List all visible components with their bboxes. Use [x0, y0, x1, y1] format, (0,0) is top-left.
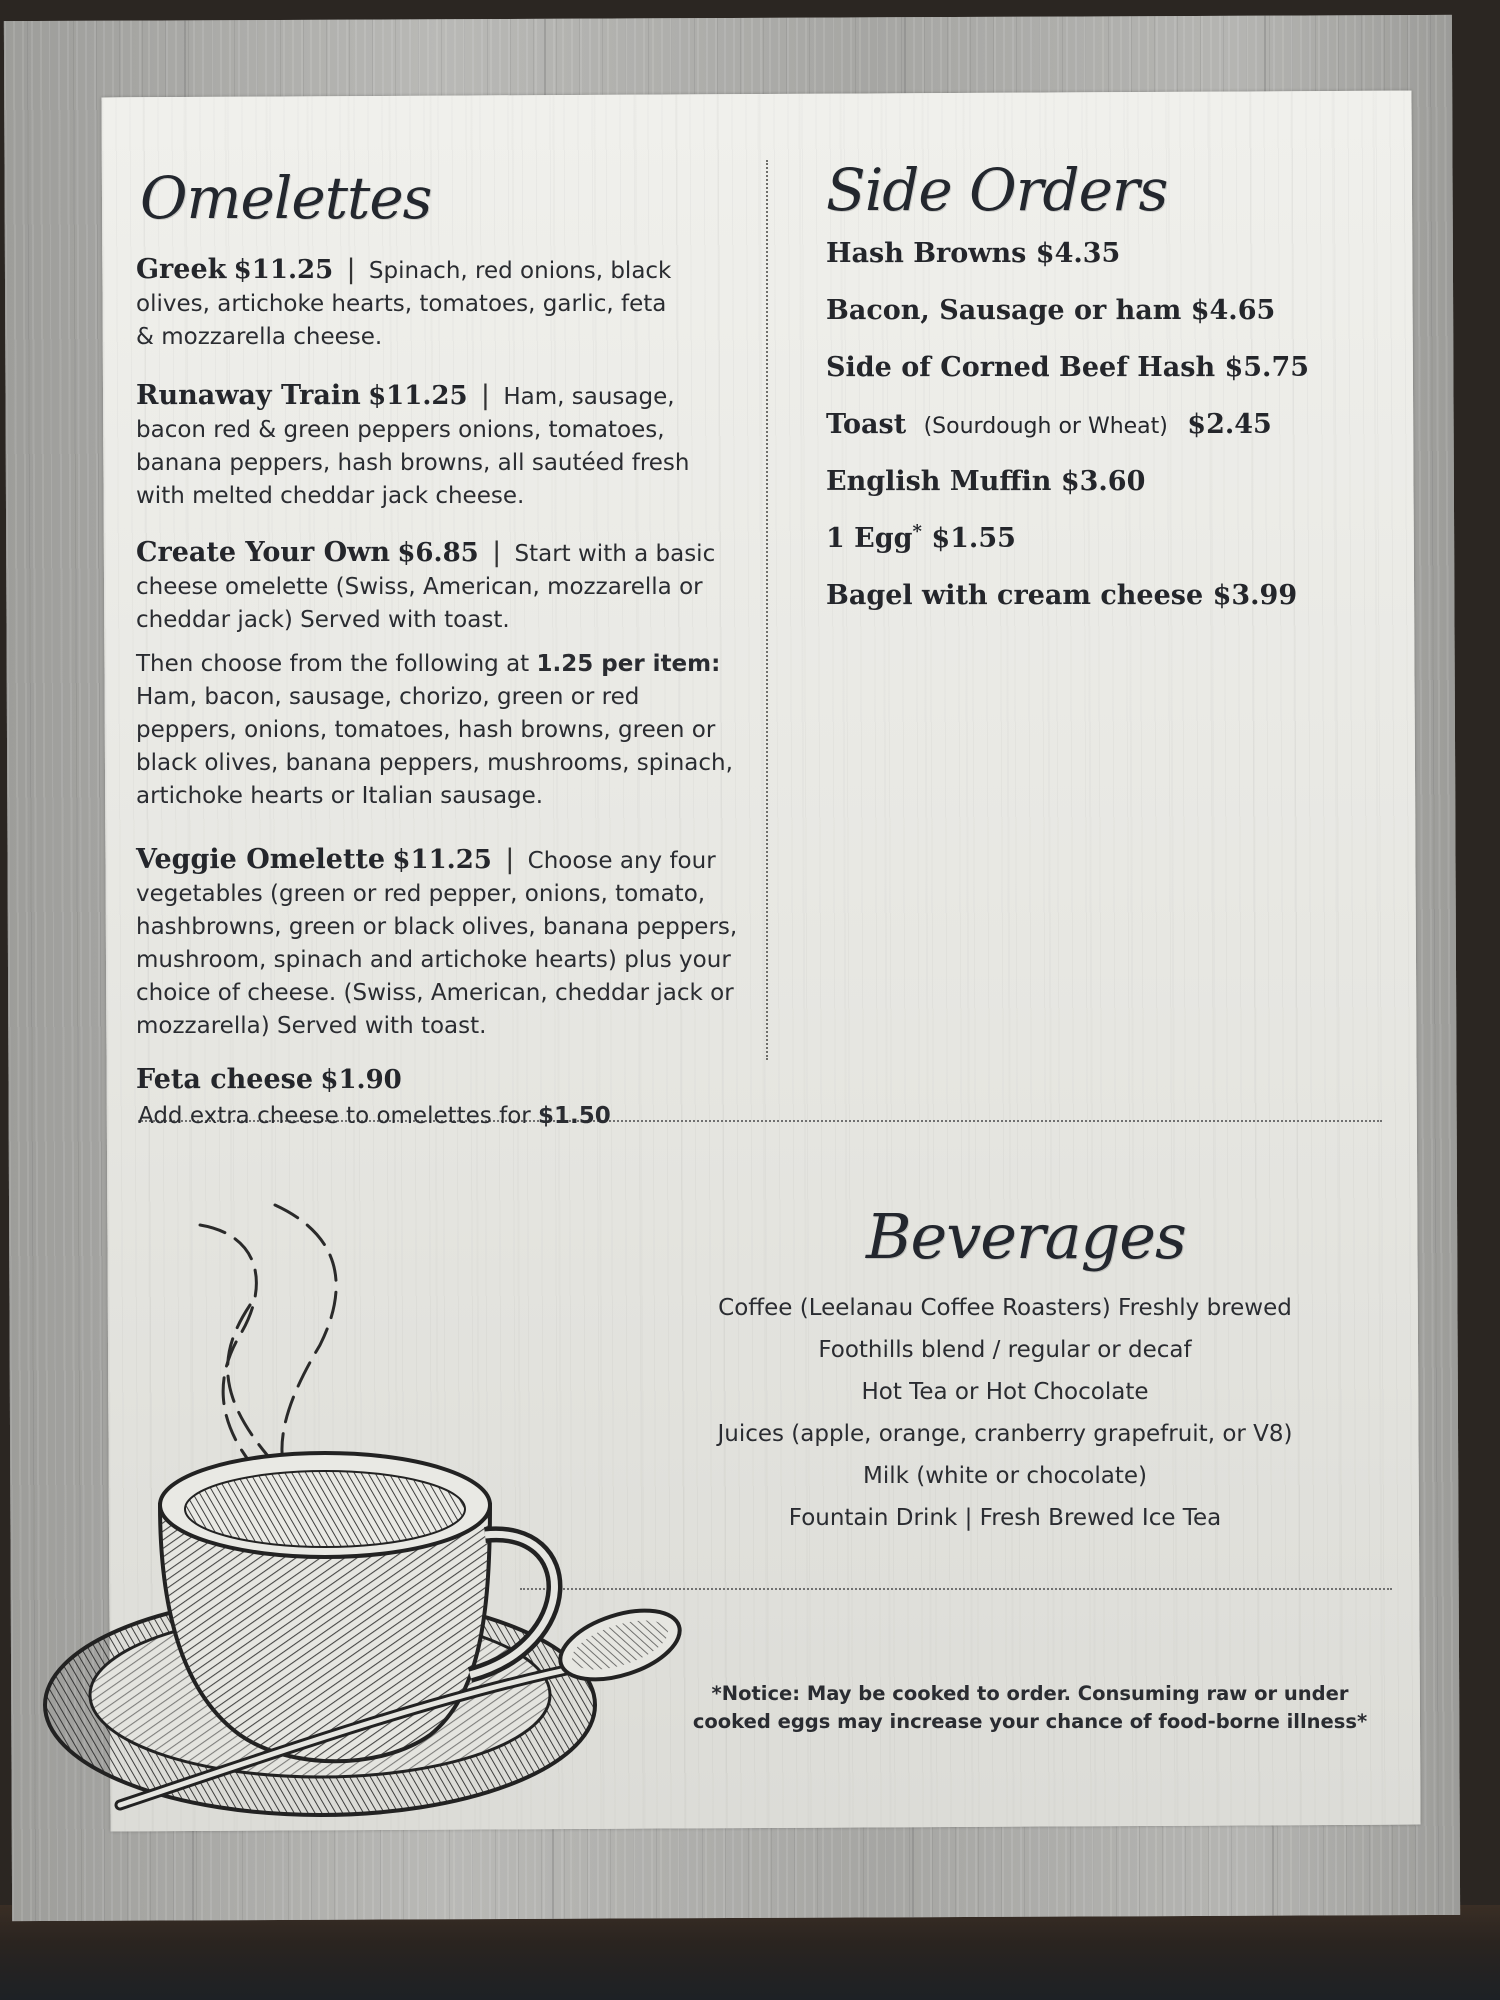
omelettes-title: Omelettes: [140, 164, 432, 232]
item-price: $1.90: [320, 1065, 402, 1095]
side-item-name: 1 Egg: [826, 523, 913, 554]
extra-cheese-text: Add extra cheese to omelettes for: [138, 1103, 531, 1129]
beverages-title: Beverages: [866, 1200, 1186, 1273]
beverage-item: Coffee (Leelanau Coffee Roasters) Freshly brewed: [718, 1295, 1292, 1321]
side-item-note: (Sourdough or Wheat): [923, 414, 1168, 439]
side-order-item: [826, 352, 1346, 409]
beverages-list: [700, 1295, 1310, 1547]
menu-item-create-your-own: [136, 536, 736, 637]
side-item-name: Toast: [826, 409, 907, 440]
item-name: Feta cheese: [136, 1064, 314, 1095]
extra-cheese-note: [138, 1100, 778, 1133]
menu-item-feta-cheese: [136, 1063, 736, 1098]
item-price: $11.25: [392, 845, 492, 875]
item-description: Choose any four vegetables (green or red pepper, onions, tomato, hashbrowns, green or black olives, banana peppers, mushroom, spinach and artichoke hearts) plus your choice of cheese. (Swiss, American, cheddar jack or mozzarella) Served with toast.: [136, 848, 738, 1039]
menu-item-runaway-train: [136, 379, 696, 513]
side-order-item: [826, 466, 1346, 523]
side-orders-title: Side Orders: [826, 156, 1168, 224]
beverage-item: Juices (apple, orange, cranberry grapefruit, or V8): [717, 1421, 1293, 1447]
beverage-item: Milk (white or chocolate): [863, 1463, 1147, 1489]
side-item-name: Side of Corned Beef Hash: [826, 352, 1216, 383]
separator: |: [480, 380, 491, 411]
item-name: Create Your Own: [136, 537, 391, 568]
beverage-item: Hot Tea or Hot Chocolate: [861, 1379, 1149, 1405]
side-order-item: [826, 523, 1346, 580]
side-item-price: $5.75: [1224, 352, 1310, 383]
item-description: Spinach, red onions, black olives, artichoke hearts, tomatoes, garlic, feta & mozzarella cheese.: [136, 258, 672, 350]
options-price: 1.25 per item:: [536, 651, 721, 677]
side-order-item: [826, 295, 1346, 352]
item-name: Runaway Train: [136, 380, 361, 411]
side-item-name: Hash Browns: [826, 238, 1027, 269]
asterisk-marker: *: [912, 521, 922, 542]
side-item-price: $3.60: [1060, 466, 1146, 497]
side-item-price: $1.55: [931, 523, 1016, 554]
options-intro: Then choose from the following at: [136, 651, 530, 677]
side-item-price: $4.65: [1190, 295, 1276, 326]
side-order-item: [826, 580, 1346, 637]
item-name: Veggie Omelette: [136, 844, 386, 875]
menu-item-veggie-omelette: [136, 843, 756, 1043]
side-item-name: English Muffin: [826, 466, 1052, 497]
food-safety-notice: *Notice: May be cooked to order. Consuming raw or under cooked eggs may increase your chance of food-borne illness*: [692, 1682, 1368, 1733]
side-orders-list: [826, 238, 1346, 637]
item-description: Start with a basic cheese omelette (Swiss, American, mozzarella or cheddar jack) Served with toast.: [136, 541, 716, 633]
item-description: Ham, sausage, bacon red & green peppers onions, tomatoes, banana peppers, hash browns, all sautéed fresh with melted cheddar jack cheese.: [136, 384, 690, 509]
column-divider: [766, 160, 768, 1060]
separator: |: [492, 537, 502, 568]
extra-cheese-price: $1.50: [538, 1103, 611, 1129]
separator: |: [346, 254, 356, 285]
menu-item-greek: [136, 253, 676, 354]
side-item-price: $2.45: [1187, 409, 1272, 440]
side-item-name: Bagel with cream cheese: [826, 580, 1204, 611]
coffee-cup-illustration: [20, 1195, 700, 1855]
item-price: $11.25: [368, 381, 468, 411]
beverage-item: Fountain Drink | Fresh Brewed Ice Tea: [788, 1505, 1222, 1531]
beverage-item: Foothills blend / regular or decaf: [818, 1337, 1192, 1363]
side-item-price: $3.99: [1212, 580, 1298, 611]
side-order-item: [826, 238, 1346, 295]
item-price: $6.85: [397, 538, 479, 568]
side-item-price: $4.35: [1035, 238, 1121, 269]
create-your-own-options: [136, 648, 746, 813]
item-name: Greek: [136, 254, 227, 285]
separator: |: [505, 844, 515, 875]
side-order-item: [826, 409, 1346, 466]
options-list: Ham, bacon, sausage, chorizo, green or red peppers, onions, tomatoes, hash browns, green or black olives, banana peppers, mushrooms, spinach, artichoke hearts or Italian sausage.: [136, 684, 733, 809]
side-item-name: Bacon, Sausage or ham: [826, 295, 1182, 326]
item-price: $11.25: [233, 255, 334, 285]
